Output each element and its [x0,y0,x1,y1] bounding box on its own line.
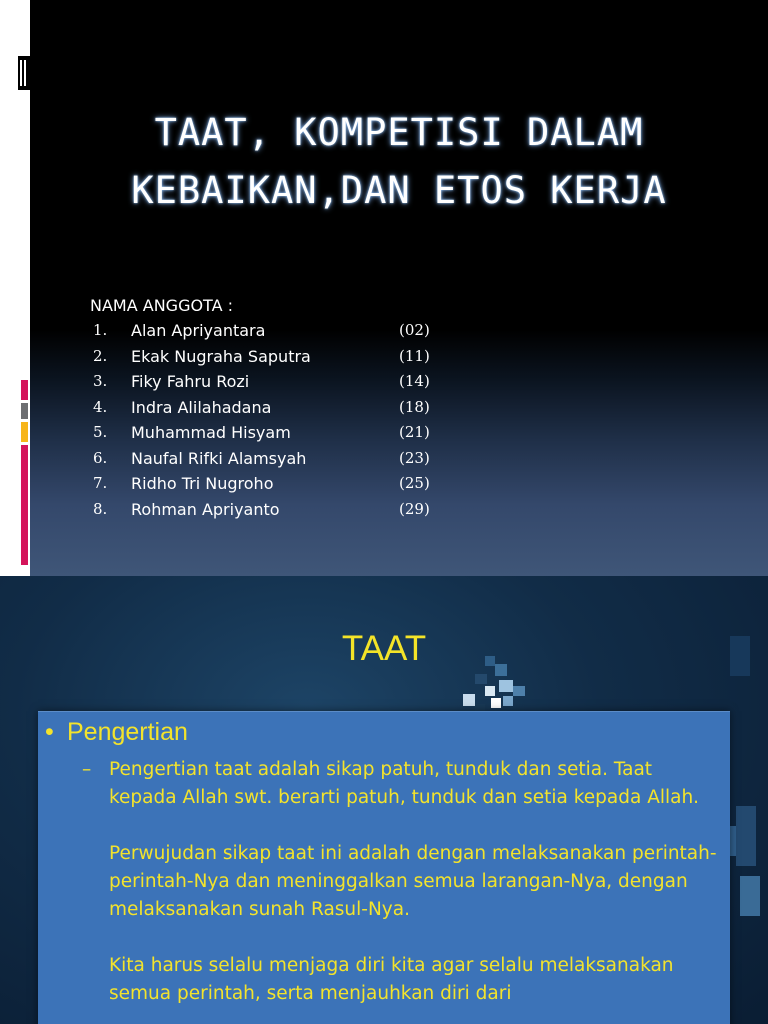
member-name: Rohman Apriyanto [131,499,280,519]
member-number: 6. [93,448,108,467]
side-bar-segment [21,445,28,565]
member-row [90,497,470,523]
member-number: 8. [93,499,108,518]
bullet-item [45,717,188,747]
member-row [90,446,470,472]
member-row [90,369,470,395]
bullet-marker: • [45,718,54,746]
title-line-1: TAAT, KOMPETISI DALAM [154,111,644,154]
member-id: (02) [399,321,430,339]
member-id: (21) [399,423,430,441]
member-number: 4. [93,397,108,416]
side-color-bars [21,380,28,565]
paragraph: Perwujudan sikap taat ini adalah dengan melaksanakan perintah-perintah-Nya dan meninggalkan semua larangan-Nya, dengan melaksanakan sunah Rasul-Nya. [109,843,717,920]
member-id: (25) [399,474,430,492]
title-line-2: KEBAIKAN,DAN ETOS KERJA [131,169,667,212]
slide-title [30,104,768,220]
member-id: (23) [399,448,430,467]
member-name: Ridho Tri Nugroho [131,474,274,493]
sub-item [82,756,724,1024]
sub-text [109,756,724,1008]
member-number: 2. [93,346,108,365]
member-row [90,318,470,344]
side-bar-segment [21,422,28,442]
member-name: Ekak Nugraha Saputra [131,346,311,366]
member-name: Fiky Fahru Rozi [131,372,250,391]
member-name: Naufal Rifki Alamsyah [131,448,307,468]
member-row [90,344,470,370]
member-list-header: NAMA ANGGOTA : [90,296,234,315]
member-list [90,293,470,522]
slide-title: TAAT [341,629,427,668]
content-box [38,711,730,1024]
slide-2 [0,576,768,1024]
member-number: 5. [93,423,108,441]
member-row [90,471,470,497]
side-bar-segment [21,403,28,419]
member-id: (29) [399,499,430,518]
member-row [90,420,470,446]
member-number: 1. [93,321,108,339]
bullet-label: Pengertian [67,718,188,746]
member-number: 3. [93,372,108,390]
corner-mark [18,56,30,90]
member-name: Muhammad Hisyam [131,423,291,442]
member-id: (14) [399,372,430,390]
member-row [90,395,470,421]
sub-dash: – [82,759,92,780]
paragraph: Pengertian taat adalah sikap patuh, tunduk dan setia. Taat kepada Allah swt. berarti patuh, tunduk dan setia kepada Allah. [109,759,700,808]
member-id: (18) [399,397,430,416]
side-bar-segment [21,380,28,400]
member-name: Indra Alilahadana [131,397,272,417]
member-name: Alan Apriyantara [131,321,266,340]
paragraph: Kita harus selalu menjaga diri kita agar selalu melaksanakan semua perintah, serta menjauhkan diri dari [109,955,674,1004]
member-number: 7. [93,474,108,492]
member-id: (11) [399,346,430,365]
